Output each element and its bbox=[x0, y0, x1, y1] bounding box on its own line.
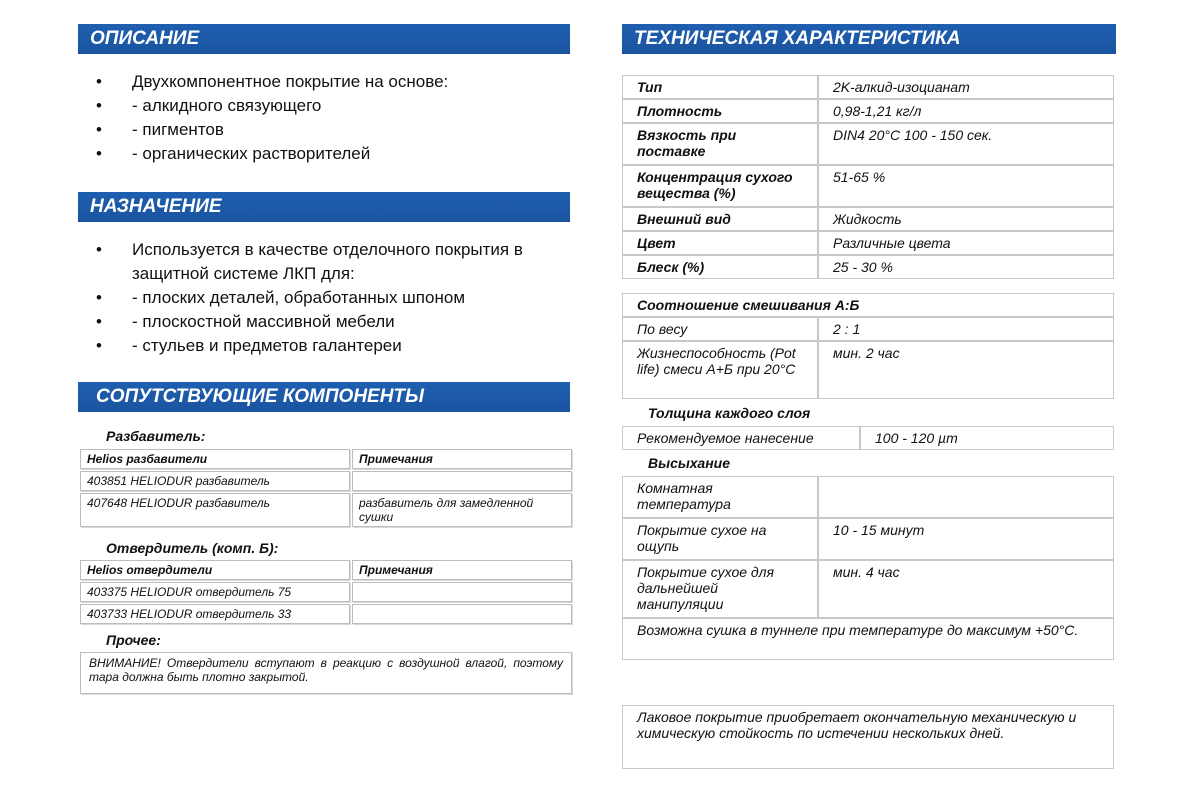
bullet-icon: • bbox=[96, 336, 102, 355]
table-row bbox=[622, 426, 1114, 450]
components-header: СОПУТСТВУЮЩИЕ КОМПОНЕНТЫ bbox=[78, 382, 570, 412]
table-cell: 403851 HELIODUR разбавитель bbox=[80, 471, 350, 491]
spec-key: Плотность bbox=[622, 99, 818, 123]
spec-value: 10 - 15 минут bbox=[818, 518, 1114, 560]
spec-value: мин. 4 час bbox=[818, 560, 1114, 618]
spec-key: Цвет bbox=[622, 231, 818, 255]
table-row bbox=[80, 493, 572, 527]
bullet-icon: • bbox=[96, 288, 102, 307]
thinner-table bbox=[78, 447, 574, 529]
table-row bbox=[622, 518, 1114, 560]
spec-value: 0,98-1,21 кг/л bbox=[818, 99, 1114, 123]
table-row bbox=[80, 582, 572, 602]
table-cell bbox=[352, 582, 572, 602]
table-row bbox=[622, 341, 1114, 399]
spec-value bbox=[818, 476, 1114, 518]
table-cell: 403733 HELIODUR отвердитель 33 bbox=[80, 604, 350, 624]
spec-value: Различные цвета bbox=[818, 231, 1114, 255]
column-header: Helios разбавители bbox=[80, 449, 350, 469]
spec-key: Внешний вид bbox=[622, 207, 818, 231]
table-header-row bbox=[80, 560, 572, 580]
bullet-icon: • bbox=[96, 72, 102, 91]
drying-table bbox=[622, 476, 1114, 660]
table-row bbox=[622, 255, 1114, 279]
spec-value: мин. 2 час bbox=[818, 341, 1114, 399]
table-row bbox=[622, 560, 1114, 618]
description-header: ОПИСАНИЕ bbox=[78, 24, 570, 54]
table-cell bbox=[352, 604, 572, 624]
table-cell: разбавитель для замедленной сушки bbox=[352, 493, 572, 527]
table-row bbox=[622, 75, 1114, 99]
table-row bbox=[622, 317, 1114, 341]
list-item: • - алкидного связующего bbox=[78, 94, 570, 118]
spec-key: Блеск (%) bbox=[622, 255, 818, 279]
table-row bbox=[622, 293, 1114, 317]
spec-value: 2 : 1 bbox=[818, 317, 1114, 341]
column-header: Примечания bbox=[352, 449, 572, 469]
warning-note: ВНИМАНИЕ! Отвердители вступают в реакцию с воздушной влагой, поэтому тара должна быть плотно закрытой. bbox=[80, 652, 572, 694]
table-row bbox=[622, 207, 1114, 231]
spec-key: Концентрация сухого вещества (%) bbox=[622, 165, 818, 207]
spec-value: Жидкость bbox=[818, 207, 1114, 231]
list-item: • - органических растворителей bbox=[78, 142, 570, 166]
list-item: • - пигментов bbox=[78, 118, 570, 142]
list-item: • Двухкомпонентное покрытие на основе: bbox=[78, 70, 570, 94]
table-row bbox=[622, 165, 1114, 207]
table-cell: 403375 HELIODUR отвердитель 75 bbox=[80, 582, 350, 602]
tech-header: ТЕХНИЧЕСКАЯ ХАРАКТЕРИСТИКА bbox=[622, 24, 1116, 54]
table-row bbox=[622, 123, 1114, 165]
final-note: Лаковое покрытие приобретает окончательную механическую и химическую стойкость по истечении нескольких дней. bbox=[622, 705, 1114, 769]
spec-value: 2K-алкид-изоцианат bbox=[818, 75, 1114, 99]
specs-table bbox=[622, 75, 1114, 279]
bullet-icon: • bbox=[96, 240, 102, 259]
table-header-row bbox=[80, 449, 572, 469]
column-header: Helios отвердители bbox=[80, 560, 350, 580]
hardener-label: Отвердитель (комп. Б): bbox=[106, 540, 279, 556]
table-row bbox=[80, 604, 572, 624]
spec-key: По весу bbox=[622, 317, 818, 341]
spec-key: Комнатная температура bbox=[622, 476, 818, 518]
bullet-icon: • bbox=[96, 120, 102, 139]
drying-note: Возможна сушка в туннеле при температуре до максимум +50°C. bbox=[622, 618, 1114, 660]
column-header: Примечания bbox=[352, 560, 572, 580]
description-list bbox=[78, 70, 570, 166]
bullet-icon: • bbox=[96, 144, 102, 163]
spec-key: Рекомендуемое нанесение bbox=[622, 426, 860, 450]
drying-title: Высыхание bbox=[648, 455, 730, 471]
table-row bbox=[622, 476, 1114, 518]
table-cell bbox=[352, 471, 572, 491]
list-item: • - плоских деталей, обработанных шпоном bbox=[78, 286, 548, 310]
table-row bbox=[622, 618, 1114, 660]
purpose-header: НАЗНАЧЕНИЕ bbox=[78, 192, 570, 222]
spec-key: Покрытие сухое на ощупь bbox=[622, 518, 818, 560]
layer-title: Толщина каждого слоя bbox=[648, 405, 811, 421]
spec-value: 25 - 30 % bbox=[818, 255, 1114, 279]
spec-value: 51-65 % bbox=[818, 165, 1114, 207]
table-row bbox=[622, 99, 1114, 123]
list-item: • - плоскостной массивной мебели bbox=[78, 310, 548, 334]
bullet-icon: • bbox=[96, 312, 102, 331]
layer-table bbox=[622, 426, 1114, 450]
spec-key: Жизнеспособность (Pot life) смеси А+Б при 20°C bbox=[622, 341, 818, 399]
table-cell: 407648 HELIODUR разбавитель bbox=[80, 493, 350, 527]
spec-key: Покрытие сухое для дальнейшей манипуляции bbox=[622, 560, 818, 618]
spec-key: Вязкость при поставке bbox=[622, 123, 818, 165]
other-label: Прочее: bbox=[106, 632, 161, 648]
table-row bbox=[622, 231, 1114, 255]
bullet-icon: • bbox=[96, 96, 102, 115]
table-row bbox=[80, 471, 572, 491]
hardener-table bbox=[78, 558, 574, 626]
mixing-title: Соотношение смешивания А:Б bbox=[622, 293, 1114, 317]
spec-value: 100 - 120 µm bbox=[860, 426, 1114, 450]
thinner-label: Разбавитель: bbox=[106, 428, 206, 444]
list-item: • - стульев и предметов галантереи bbox=[78, 334, 548, 358]
purpose-list bbox=[78, 238, 548, 358]
spec-key: Тип bbox=[622, 75, 818, 99]
spec-value: DIN4 20°C 100 - 150 сек. bbox=[818, 123, 1114, 165]
list-item: • Используется в качестве отделочного покрытия в защитной системе ЛКП для: bbox=[96, 240, 523, 283]
mixing-table bbox=[622, 293, 1114, 399]
